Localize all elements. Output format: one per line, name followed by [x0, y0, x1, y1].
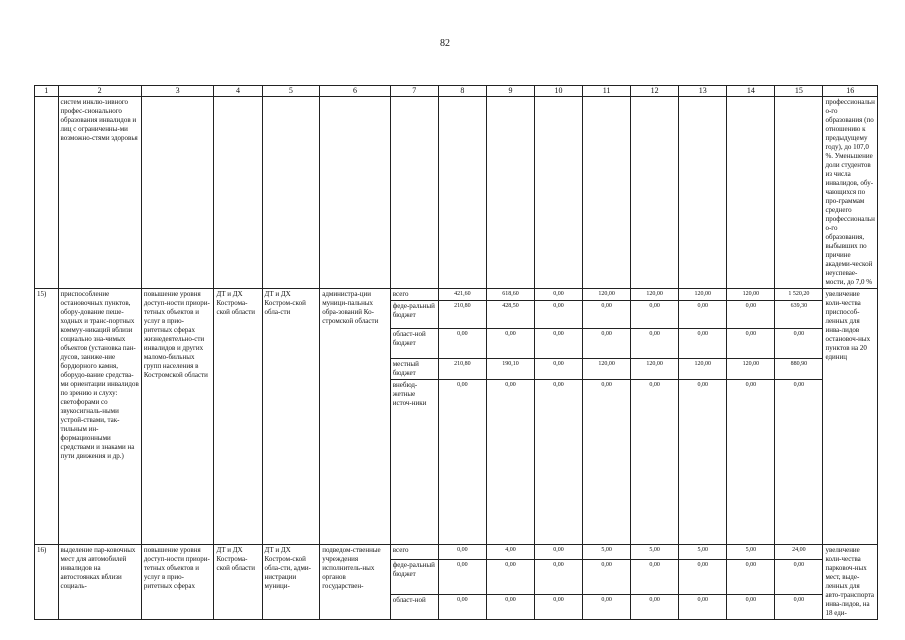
- value-cell: 120,00: [679, 289, 727, 301]
- value-cell: 120,00: [631, 289, 679, 301]
- header-cell: 8: [438, 86, 486, 97]
- measure-text: выделение пар-ковочных мест для автомобилей инвалидов на автостоянках вблизи социаль-: [58, 545, 141, 620]
- value-cell: 0,00: [534, 289, 582, 301]
- header-row: [35, 86, 878, 97]
- source-label: област-ной: [390, 595, 438, 620]
- value-cell: 0,00: [583, 380, 631, 545]
- value-cell: 5,00: [727, 545, 775, 560]
- value-cell: 210,80: [438, 301, 486, 329]
- value-cell: 0,00: [534, 545, 582, 560]
- value-cell: 0,00: [631, 301, 679, 329]
- value-cell: 0,00: [727, 301, 775, 329]
- value-cell: 5,00: [679, 545, 727, 560]
- value-cell: 120,00: [679, 359, 727, 380]
- value-cell: 0,00: [775, 329, 823, 359]
- value-cell: 0,00: [534, 329, 582, 359]
- table-row: [35, 545, 878, 560]
- source-label: всего: [390, 545, 438, 560]
- source-label: местный бюджет: [390, 359, 438, 380]
- measure-text: систем инклю-зивного профес-сионального образования инвалидов и лиц с ограниченны-ми возможно-стями здоровья: [58, 97, 141, 289]
- value-cell: 5,00: [583, 545, 631, 560]
- value-cell: 0,00: [631, 595, 679, 620]
- source-label: внебюд-жетные источ-ники: [390, 380, 438, 545]
- value-cell: 0,00: [775, 380, 823, 545]
- value-cell: 0,00: [583, 560, 631, 595]
- coordinator-text: ДТ и ДХ Кострома-ской области: [214, 289, 262, 545]
- value-cell: 24,00: [775, 545, 823, 560]
- header-cell: 14: [727, 86, 775, 97]
- header-cell: 12: [631, 86, 679, 97]
- value-cell: 0,00: [438, 595, 486, 620]
- header-cell: 10: [534, 86, 582, 97]
- value-cell: 120,00: [583, 289, 631, 301]
- value-cell: 639,30: [775, 301, 823, 329]
- source-label: феде-ральный бюджет: [390, 301, 438, 329]
- executor-text: ДТ и ДХ Костром-ской обла-сти, адми-нистрации муници-: [262, 545, 320, 620]
- value-cell: 1 520,20: [775, 289, 823, 301]
- value-cell: 0,00: [679, 301, 727, 329]
- value-cell: 210,80: [438, 359, 486, 380]
- value-cell: 0,00: [679, 329, 727, 359]
- measure-text: приспособление остановочных пунктов, обору-дование пеше-ходных и транс-портных коммуу-никаций вблизи социально зна-чимых объектов (установка пан-дусов, заниже-ние бордюрного камня, оборудо-вание средства-ми ориентации инвалидов по зрению и слуху: светофорами со звукосигналь-ными устрой-ствами, так-тильным ин-формационными средствами и знаками на пути движения и др.): [58, 289, 141, 545]
- participant-text: администра-ции муници-пальных обра-зований Ко-стромской области: [320, 289, 391, 545]
- value-cell: 0,00: [775, 595, 823, 620]
- header-cell: 1: [35, 86, 59, 97]
- value-cell: 0,00: [486, 329, 534, 359]
- header-cell: 4: [214, 86, 262, 97]
- coordinator-text: ДТ и ДХ Кострома-ской области: [214, 545, 262, 620]
- value-cell: 880,90: [775, 359, 823, 380]
- value-cell: 0,00: [438, 329, 486, 359]
- value-cell: 0,00: [727, 560, 775, 595]
- page-number: 82: [440, 38, 450, 49]
- header-cell: 3: [141, 86, 214, 97]
- value-cell: 0,00: [727, 595, 775, 620]
- value-cell: 190,10: [486, 359, 534, 380]
- value-cell: 0,00: [534, 560, 582, 595]
- value-cell: 421,60: [438, 289, 486, 301]
- header-cell: 5: [262, 86, 320, 97]
- value-cell: 0,00: [534, 359, 582, 380]
- value-cell: 120,00: [631, 359, 679, 380]
- table-row: [35, 289, 878, 301]
- budget-table: [34, 85, 878, 620]
- continued-row: [35, 97, 878, 289]
- value-cell: 0,00: [583, 329, 631, 359]
- value-cell: 120,00: [727, 289, 775, 301]
- value-cell: 0,00: [486, 380, 534, 545]
- header-cell: 16: [823, 86, 878, 97]
- header-cell: 11: [583, 86, 631, 97]
- value-cell: 0,00: [438, 545, 486, 560]
- value-cell: 0,00: [727, 329, 775, 359]
- value-cell: 0,00: [679, 560, 727, 595]
- source-label: всего: [390, 289, 438, 301]
- value-cell: 0,00: [438, 380, 486, 545]
- header-cell: 7: [390, 86, 438, 97]
- value-cell: 0,00: [534, 380, 582, 545]
- value-cell: 0,00: [486, 595, 534, 620]
- value-cell: 5,00: [631, 545, 679, 560]
- header-cell: 2: [58, 86, 141, 97]
- participant-text: подведом-ственные учреждения исполнитель-ных органов государствен-: [320, 545, 391, 620]
- value-cell: 428,50: [486, 301, 534, 329]
- value-cell: 0,00: [727, 380, 775, 545]
- value-cell: 0,00: [679, 380, 727, 545]
- value-cell: 0,00: [438, 560, 486, 595]
- header-cell: 6: [320, 86, 391, 97]
- value-cell: 0,00: [775, 560, 823, 595]
- value-cell: 0,00: [631, 560, 679, 595]
- value-cell: 618,60: [486, 289, 534, 301]
- goal-text: повышение уровня доступ-ности приори-тетных объектов и услуг в прио-ритетных сферах жизнедеятельно-сти инвалидов и других маломо-бильных групп населения в Костромской области: [141, 289, 214, 545]
- value-cell: 120,00: [583, 359, 631, 380]
- row-number: 15): [35, 289, 59, 545]
- row-number: 16): [35, 545, 59, 620]
- goal-text: повышение уровня доступ-ности приори-тетных объектов и услуг в прио-ритетных сферах: [141, 545, 214, 620]
- value-cell: 0,00: [631, 380, 679, 545]
- value-cell: 0,00: [583, 595, 631, 620]
- value-cell: 0,00: [679, 595, 727, 620]
- value-cell: 0,00: [534, 301, 582, 329]
- value-cell: 0,00: [534, 595, 582, 620]
- result-text: увеличение коли-чества парковоч-ных мест, выде-ленных для авто-транспорта инва-лидов, на 18 еди-: [823, 545, 878, 620]
- value-cell: 0,00: [583, 301, 631, 329]
- header-cell: 15: [775, 86, 823, 97]
- source-label: феде-ральный бюджет: [390, 560, 438, 595]
- header-cell: 13: [679, 86, 727, 97]
- result-text: увеличение коли-чества приспособ-ленных для инва-лидов остановоч-ных пунктов на 20 единиц: [823, 289, 878, 545]
- value-cell: 4,00: [486, 545, 534, 560]
- value-cell: 120,00: [727, 359, 775, 380]
- result-text: профессионально-го образования (по отношению к предыдущему году), до 107,0 %. Уменьшение доли студентов из числа инвалидов, обу-чающихся по про-граммам среднего профессионально-го образования, выбывших по причине академи-ческой неуспевае-мости, до 7,0 %: [823, 97, 878, 289]
- source-label: област-ной бюджет: [390, 329, 438, 359]
- executor-text: ДТ и ДХ Костром-ской обла-сти: [262, 289, 320, 545]
- header-cell: 9: [486, 86, 534, 97]
- value-cell: 0,00: [486, 560, 534, 595]
- value-cell: 0,00: [631, 329, 679, 359]
